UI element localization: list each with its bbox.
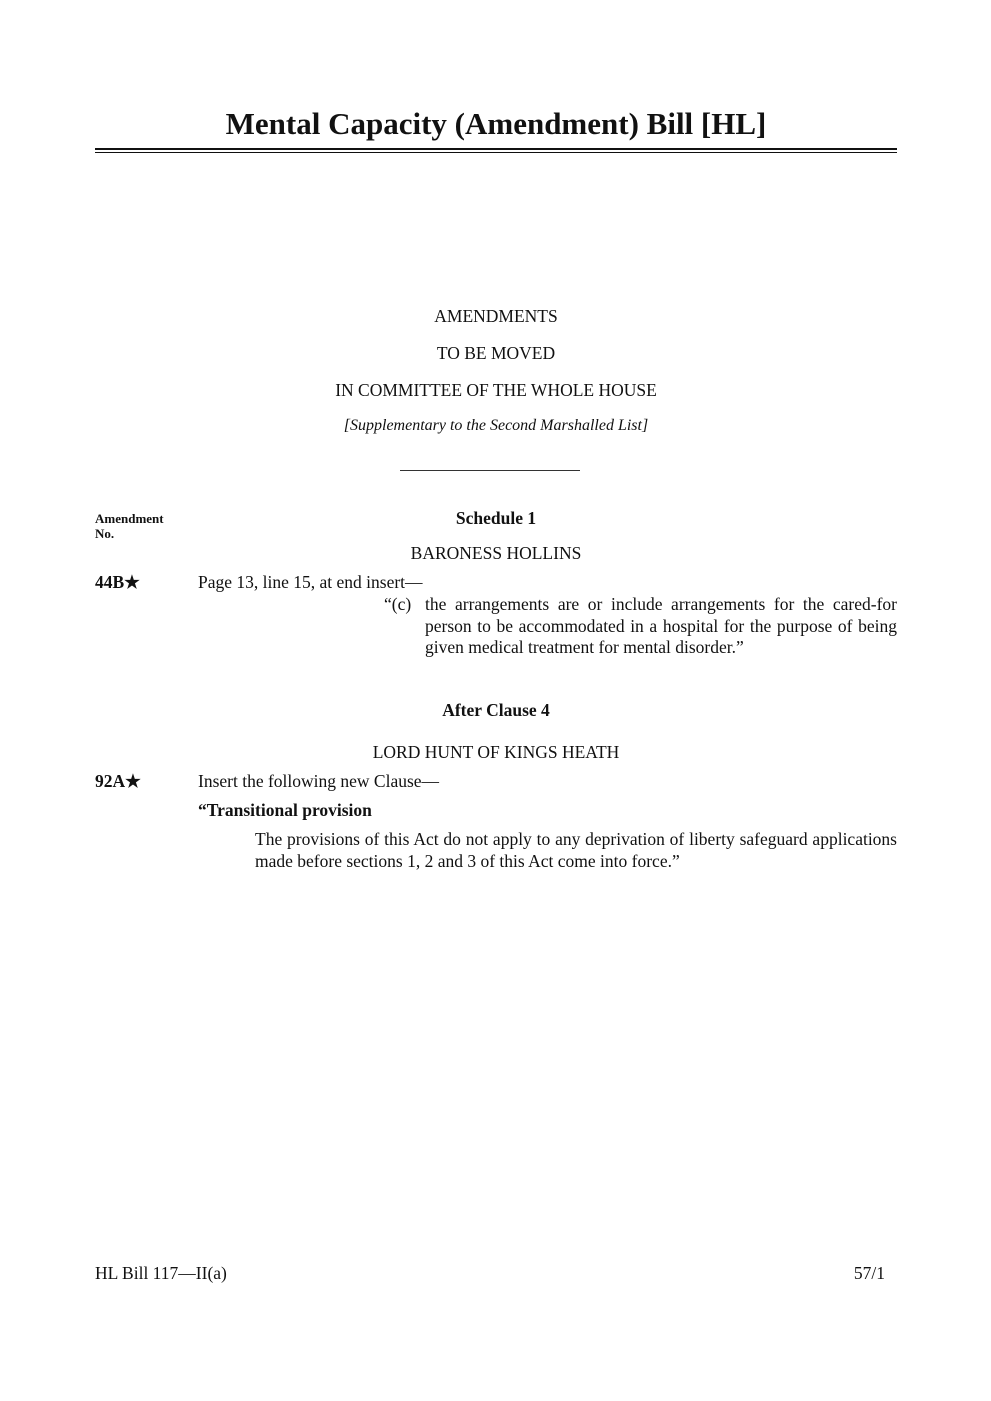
clause-title: “Transitional provision xyxy=(198,800,372,820)
title-rule-thin xyxy=(95,152,897,153)
member-name: LORD HUNT OF KINGS HEATH xyxy=(372,742,620,762)
amendment-no-label: Amendment No. xyxy=(95,511,164,541)
divider xyxy=(400,470,580,471)
page-number: 57/1 xyxy=(853,1263,885,1283)
intro-line-1: AMENDMENTS xyxy=(434,306,558,326)
intro-note: [Supplementary to the Second Marshalled List] xyxy=(343,417,649,434)
amendment-number: 92A★ xyxy=(95,771,141,791)
amendment-number: 44B★ xyxy=(95,572,140,592)
bill-reference: HL Bill 117—II(a) xyxy=(95,1263,227,1283)
document-title: Mental Capacity (Amendment) Bill [HL] xyxy=(225,106,767,141)
intro-line-2: TO BE MOVED xyxy=(436,343,556,363)
amendment-instruction: Insert the following new Clause— xyxy=(198,771,440,791)
section-heading: After Clause 4 xyxy=(442,700,550,720)
intro-line-3: IN COMMITTEE OF THE WHOLE HOUSE xyxy=(335,380,657,400)
title-rule-thick xyxy=(95,148,897,150)
clause-text: The provisions of this Act do not apply to any deprivation of liberty safeguard applications made before sections 1, 2 and 3 of this Act come into force.” xyxy=(255,829,897,871)
amendment-instruction: Page 13, line 15, at end insert— xyxy=(198,572,423,592)
section-heading: Schedule 1 xyxy=(455,508,537,528)
paragraph-label: “(c) xyxy=(384,594,412,614)
paragraph-text: the arrangements are or include arrangements for the cared-for person to be accommodated in a hospital for the purpose of being given medical treatment for mental disorder.” xyxy=(425,594,897,657)
member-name: BARONESS HOLLINS xyxy=(410,543,582,563)
